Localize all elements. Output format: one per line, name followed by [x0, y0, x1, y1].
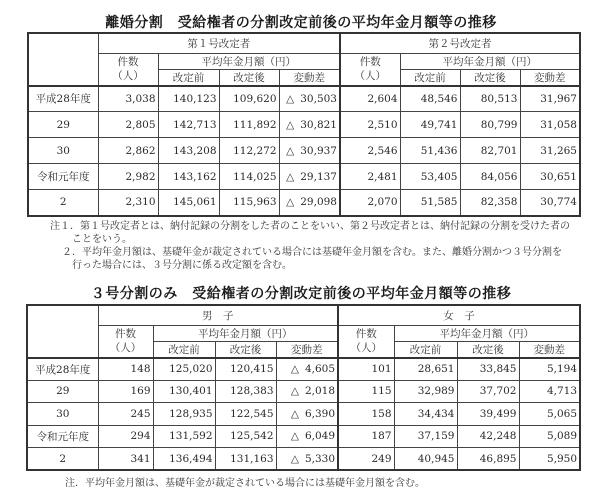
diff-value: 5,089: [519, 425, 580, 448]
before-value: 142,713: [158, 112, 219, 138]
before-value: 37,159: [394, 425, 457, 448]
after-value: 39,499: [457, 403, 519, 426]
before-value: 49,741: [400, 112, 460, 138]
table2-title: ３号分割のみ 受給権者の分割改定前後の平均年金月額等の推移: [90, 286, 512, 302]
triangle-minus-icon: △: [290, 385, 299, 398]
year-label: 30: [27, 403, 98, 426]
after-value: 82,701: [460, 138, 520, 164]
triangle-minus-icon: △: [290, 407, 299, 420]
before-value: 128,935: [153, 403, 215, 426]
category3-split-table: [26, 304, 581, 471]
triangle-minus-icon: △: [286, 118, 295, 131]
diff-value: 31,265: [520, 138, 580, 164]
after-value: 42,248: [457, 425, 519, 448]
triangle-minus-icon: △: [286, 170, 295, 183]
note-2-cont: 行った場合には、３号分割に係る改定額を含む。: [72, 260, 292, 271]
after-value: 128,383: [215, 380, 276, 403]
diff-value: △ 29,137: [279, 164, 340, 190]
after-value: 111,892: [219, 112, 279, 138]
diff-value: △ 6,390: [276, 403, 338, 426]
before-value: 34,434: [394, 403, 457, 426]
count-value: 115: [338, 380, 394, 403]
before-value: 51,436: [400, 138, 460, 164]
count-header: 件数 （人）: [98, 53, 158, 86]
diff-value: 5,194: [519, 358, 580, 381]
diff-header: 変動差: [520, 69, 580, 86]
avg-header: 平均年金月額（円）: [153, 325, 338, 341]
after-header: 改定後: [460, 69, 520, 86]
before-header: 改定前: [158, 69, 219, 86]
count-value: 3,038: [98, 86, 158, 112]
count-header: 件数 （人）: [338, 325, 394, 358]
divorce-split-table: [27, 32, 581, 217]
table-row: [27, 380, 580, 403]
avg-header: 平均年金月額（円）: [394, 325, 580, 341]
after-value: 33,845: [457, 358, 519, 381]
diff-value: 31,967: [520, 86, 580, 112]
note-2: ２．平均年金月額は、基礎年金が裁定されている場合には基礎年金月額を含む。また、離婚分割かつ３号分割を: [62, 247, 562, 258]
triangle-minus-icon: △: [290, 452, 299, 465]
year-label: 29: [28, 112, 98, 138]
corner-cell: [27, 305, 98, 358]
count-value: 2,805: [98, 112, 158, 138]
year-label: 平成28年度: [28, 86, 98, 112]
table-row: [28, 164, 580, 190]
after-value: 80,799: [460, 112, 520, 138]
count-value: 2,546: [340, 138, 400, 164]
year-label: 29: [27, 380, 98, 403]
diff-value: △ 2,018: [276, 380, 338, 403]
diff-value: △ 30,821: [279, 112, 340, 138]
after-header: 改定後: [215, 341, 276, 358]
after-value: 80,513: [460, 86, 520, 112]
diff-value: △ 4,605: [276, 358, 338, 381]
before-header: 改定前: [400, 69, 460, 86]
count-value: 2,070: [340, 190, 400, 216]
diff-value: 30,651: [520, 164, 580, 190]
table-row: [28, 138, 580, 164]
before-value: 40,945: [394, 448, 457, 471]
table-row: [27, 403, 580, 426]
before-value: 145,061: [158, 190, 219, 216]
note-1: 注１．第１号改定者とは、納付記録の分割をした者のことをいい、第２号改定者とは、納付記録の分割を受けた者の: [50, 221, 570, 232]
before-value: 32,989: [394, 380, 457, 403]
group-header-1: 第１号改定者: [98, 33, 340, 53]
table-row: [27, 358, 580, 381]
before-value: 140,123: [158, 86, 219, 112]
before-value: 51,585: [400, 190, 460, 216]
after-header: 改定後: [457, 341, 519, 358]
triangle-minus-icon: △: [290, 363, 299, 375]
count-value: 2,982: [98, 164, 158, 190]
count-value: 158: [338, 403, 394, 426]
before-value: 143,162: [158, 164, 219, 190]
corner-cell: [28, 33, 98, 86]
after-value: 114,025: [219, 164, 279, 190]
avg-header: 平均年金月額（円）: [158, 53, 340, 69]
before-value: 125,020: [153, 358, 215, 381]
diff-value: △ 30,503: [279, 86, 340, 112]
after-value: 82,358: [460, 190, 520, 216]
before-value: 131,592: [153, 425, 215, 448]
year-label: 2: [28, 190, 98, 216]
after-value: 115,963: [219, 190, 279, 216]
diff-value: △ 6,049: [276, 425, 338, 448]
before-value: 28,651: [394, 358, 457, 381]
table1-title: 離婚分割 受給権者の分割改定前後の平均年金月額等の推移: [105, 15, 497, 31]
table1-notes: [50, 220, 590, 272]
after-value: 125,542: [215, 425, 276, 448]
count-value: 101: [338, 358, 394, 381]
diff-header: 変動差: [279, 69, 340, 86]
after-value: 109,620: [219, 86, 279, 112]
table-row: [28, 86, 580, 112]
year-label: 30: [28, 138, 98, 164]
count-value: 187: [338, 425, 394, 448]
after-value: 84,056: [460, 164, 520, 190]
before-value: 53,405: [400, 164, 460, 190]
diff-value: 5,950: [519, 448, 580, 471]
group-header-2: 第２号改定者: [340, 33, 580, 53]
count-header: 件数 （人）: [340, 53, 400, 86]
group-header-male: 男 子: [98, 305, 338, 325]
before-value: 48,546: [400, 86, 460, 112]
count-value: 2,481: [340, 164, 400, 190]
after-value: 46,895: [457, 448, 519, 471]
diff-header: 変動差: [519, 341, 580, 358]
triangle-minus-icon: △: [286, 92, 295, 105]
before-value: 136,494: [153, 448, 215, 471]
year-label: 2: [27, 448, 98, 471]
count-value: 294: [98, 425, 153, 448]
count-value: 2,862: [98, 138, 158, 164]
diff-value: 5,065: [519, 403, 580, 426]
before-header: 改定前: [153, 341, 215, 358]
diff-header: 変動差: [276, 341, 338, 358]
year-label: 令和元年度: [28, 164, 98, 190]
diff-value: △ 29,098: [279, 190, 340, 216]
year-label: 平成28年度: [27, 358, 98, 381]
after-value: 37,702: [457, 380, 519, 403]
triangle-minus-icon: △: [286, 196, 295, 209]
count-value: 341: [98, 448, 153, 471]
after-value: 120,415: [215, 358, 276, 381]
after-value: 131,163: [215, 448, 276, 471]
table-row: [27, 425, 580, 448]
before-value: 143,208: [158, 138, 219, 164]
table-row: [28, 112, 580, 138]
table-row: [28, 190, 580, 216]
diff-value: △ 30,937: [279, 138, 340, 164]
count-value: 2,310: [98, 190, 158, 216]
count-value: 249: [338, 448, 394, 471]
count-value: 245: [98, 403, 153, 426]
count-value: 148: [98, 358, 153, 381]
count-value: 2,604: [340, 86, 400, 112]
after-value: 122,545: [215, 403, 276, 426]
group-header-female: 女 子: [338, 305, 580, 325]
table-row: [27, 448, 580, 471]
year-label: 令和元年度: [27, 425, 98, 448]
diff-value: 4,713: [519, 380, 580, 403]
before-header: 改定前: [394, 341, 457, 358]
table2-note: 注．平均年金月額は、基礎年金が裁定されている場合には基礎年金月額を含む。: [65, 478, 425, 489]
count-header: 件数 （人）: [98, 325, 153, 358]
after-header: 改定後: [219, 69, 279, 86]
before-value: 130,401: [153, 380, 215, 403]
count-value: 169: [98, 380, 153, 403]
count-value: 2,510: [340, 112, 400, 138]
triangle-minus-icon: △: [286, 144, 295, 157]
note-1-cont: ことをいう。: [72, 234, 132, 245]
avg-header: 平均年金月額（円）: [400, 53, 580, 69]
diff-value: 30,774: [520, 190, 580, 216]
after-value: 112,272: [219, 138, 279, 164]
diff-value: △ 5,330: [276, 448, 338, 471]
triangle-minus-icon: △: [290, 430, 299, 443]
diff-value: 31,058: [520, 112, 580, 138]
